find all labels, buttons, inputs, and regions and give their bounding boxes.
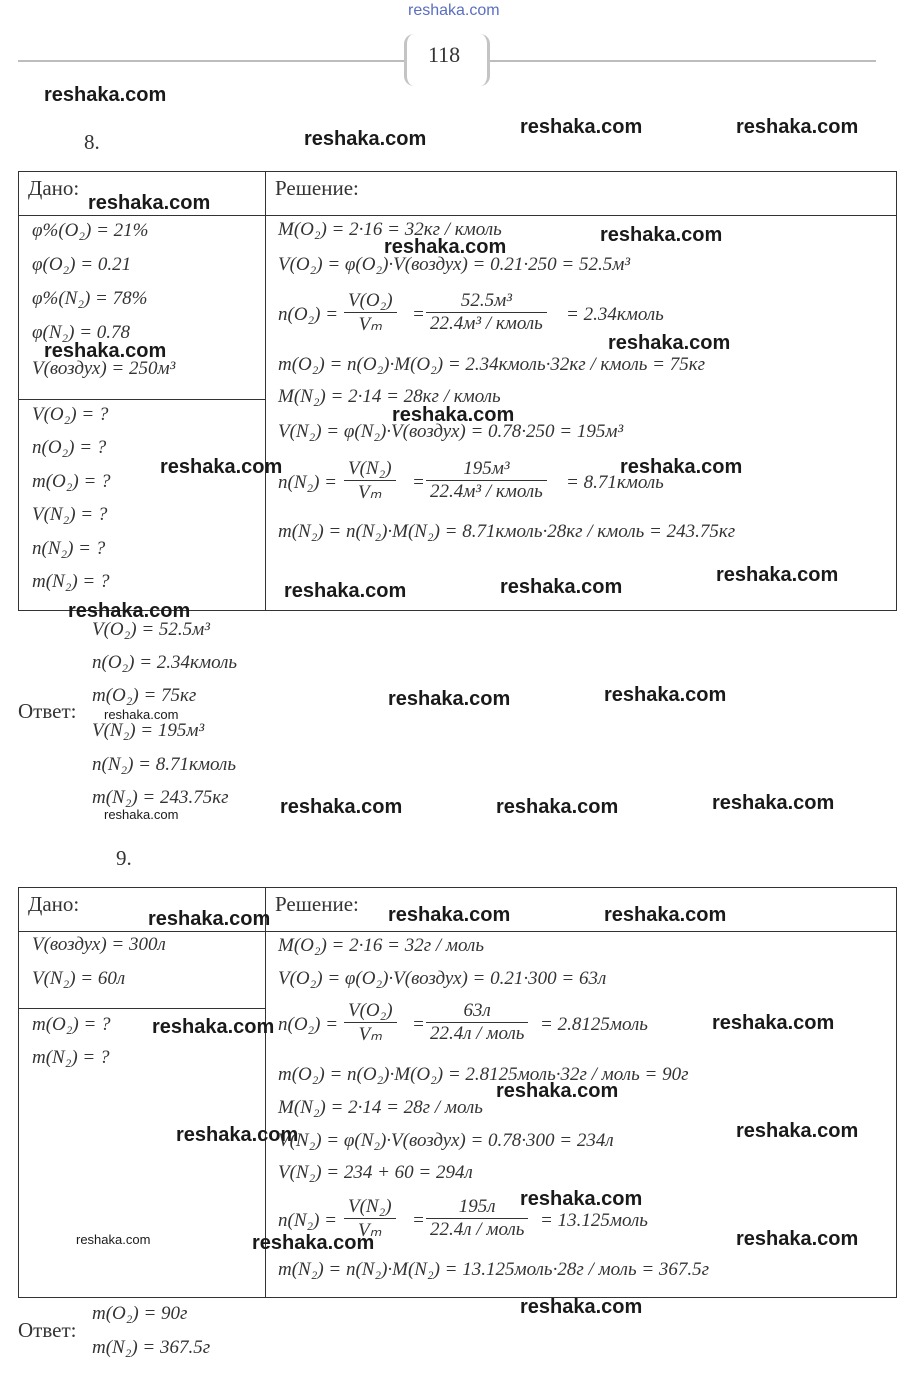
task8-find-item: n(N₂) = ?: [32, 538, 106, 559]
table8-top: [18, 171, 897, 172]
equals-sign: =: [412, 1014, 425, 1035]
table8-left: [18, 171, 19, 611]
watermark: reshaka.com: [388, 688, 511, 710]
table9-given-divider: [18, 1008, 266, 1009]
fraction-denominator: Vₘ: [358, 482, 382, 503]
table9-header-bottom: [18, 931, 897, 932]
watermark: reshaka.com: [736, 116, 859, 138]
watermark: reshaka.com: [604, 904, 727, 926]
watermark: reshaka.com: [604, 684, 727, 706]
task8-solution-line: = 2.34кмоль: [566, 304, 664, 325]
task8-fraction: [344, 458, 396, 504]
task8-solution-line: M(O₂) = 2·16 = 32кг / кмоль: [278, 219, 502, 240]
watermark: reshaka.com: [520, 1296, 643, 1318]
watermark: reshaka.com: [712, 792, 835, 814]
task9-fraction: [426, 1000, 528, 1045]
page-number: 118: [428, 42, 461, 67]
task9-solution-line: n(N₂) =: [278, 1210, 338, 1231]
watermark: reshaka.com: [712, 1012, 835, 1034]
fraction-numerator: V(O₂): [348, 1000, 393, 1021]
task9-answer-label: Ответ:: [18, 1318, 77, 1342]
task8-answer-item: n(N₂) = 8.71кмоль: [92, 754, 236, 775]
table9-bottom: [18, 1297, 897, 1298]
task8-solution-line: = 8.71кмоль: [566, 472, 664, 493]
watermark: reshaka.com: [620, 456, 743, 478]
task9-solution-line: M(N₂) = 2·14 = 28г / моль: [278, 1097, 483, 1118]
task8-answer-item: V(O₂) = 52.5м³: [92, 619, 210, 640]
task8-solution-line: n(O₂) =: [278, 304, 339, 325]
task9-given-label: Дано:: [28, 892, 80, 916]
fraction-numerator: 52.5м³: [460, 290, 512, 311]
watermark-small: reshaka.com: [104, 707, 179, 722]
table8-given-divider: [18, 399, 266, 400]
task8-given-item: φ(O₂) = 0.21: [32, 254, 132, 275]
watermark: reshaka.com: [284, 580, 407, 602]
task8-fraction: [426, 458, 547, 503]
task9-solution-line: V(O₂) = φ(O₂)·V(воздух) = 0.21·300 = 63л: [278, 968, 607, 989]
watermark: reshaka.com: [160, 456, 283, 478]
task9-given-item: V(воздух) = 300л: [32, 934, 166, 955]
watermark: reshaka.com: [44, 84, 167, 106]
task9-find-item: m(N₂) = ?: [32, 1047, 110, 1068]
fraction-numerator: V(N₂): [348, 1196, 392, 1217]
fraction-denominator: Vₘ: [358, 314, 383, 335]
watermark: reshaka.com: [716, 564, 839, 586]
task8-solution-line: n(N₂) =: [278, 472, 338, 493]
task8-solution-label: Решение:: [275, 176, 359, 200]
table9-top: [18, 887, 897, 888]
task9-solution-line: V(N₂) = φ(N₂)·V(воздух) = 0.78·300 = 234л: [278, 1130, 614, 1151]
watermark: reshaka.com: [304, 128, 427, 150]
watermark: reshaka.com: [152, 1016, 275, 1038]
watermark: reshaka.com: [392, 404, 515, 426]
watermark: reshaka.com: [148, 908, 271, 930]
watermark: reshaka.com: [520, 1188, 643, 1210]
table9-right: [896, 887, 897, 1298]
task-9-number: 9.: [116, 846, 132, 870]
fraction-numerator: 195л: [458, 1196, 496, 1217]
task8-solution-line: V(O₂) = φ(O₂)·V(воздух) = 0.21·250 = 52.5м³: [278, 254, 631, 275]
task9-solution-line: V(N₂) = 234 + 60 = 294л: [278, 1162, 473, 1183]
task9-fraction: [426, 1196, 528, 1241]
watermark: reshaka.com: [388, 904, 511, 926]
fraction-denominator: 22.4м³ / кмоль: [430, 481, 543, 502]
task9-solution-line: M(O₂) = 2·16 = 32г / моль: [278, 935, 484, 956]
watermark: reshaka.com: [176, 1124, 299, 1146]
fraction-denominator: 22.4л / моль: [430, 1219, 525, 1240]
fraction-denominator: 22.4м³ / кмоль: [430, 313, 543, 334]
task8-answer-item: m(O₂) = 75кг: [92, 685, 197, 706]
fraction-numerator: 195м³: [463, 458, 510, 479]
task9-find-item: m(O₂) = ?: [32, 1014, 111, 1035]
watermark: reshaka.com: [608, 332, 731, 354]
task9-solution-line: m(N₂) = n(N₂)·M(N₂) = 13.125моль·28г / моль = 367.5г: [278, 1259, 710, 1280]
watermark: reshaka.com: [252, 1232, 375, 1254]
task8-solution-line: m(N₂) = n(N₂)·M(N₂) = 8.71кмоль·28кг / кмоль = 243.75кг: [278, 521, 736, 542]
site-header-link[interactable]: reshaka.com: [408, 2, 500, 19]
task8-given-label: Дано:: [28, 176, 80, 200]
header-rule-left: [18, 60, 404, 62]
watermark: reshaka.com: [384, 236, 507, 258]
equals-sign: =: [412, 304, 425, 325]
task8-solution-line: m(O₂) = n(O₂)·M(O₂) = 2.34кмоль·32кг / кмоль = 75кг: [278, 354, 706, 375]
task8-given-item: φ(N₂) = 0.78: [32, 322, 131, 343]
task8-fraction: [426, 290, 547, 335]
task8-given-item: V(воздух) = 250м³: [32, 358, 176, 379]
task9-answer-item: m(N₂) = 367.5г: [92, 1337, 211, 1358]
watermark: reshaka.com: [736, 1228, 859, 1250]
fraction-numerator: 63л: [463, 1000, 491, 1021]
task-8-number: 8.: [84, 130, 100, 154]
task9-answer-item: m(O₂) = 90г: [92, 1303, 188, 1324]
watermark: reshaka.com: [500, 576, 623, 598]
watermark: reshaka.com: [496, 796, 619, 818]
fraction-denominator: Vₘ: [358, 1024, 383, 1045]
header-rule-right: [488, 60, 876, 62]
fraction-denominator: 22.4л / моль: [430, 1023, 525, 1044]
watermark-small: reshaka.com: [104, 807, 179, 822]
watermark: reshaka.com: [44, 340, 167, 362]
watermark: reshaka.com: [496, 1080, 619, 1102]
fraction-numerator: V(O₂): [348, 290, 393, 311]
fraction-numerator: V(N₂): [348, 458, 392, 479]
task8-given-item: φ%(N₂) = 78%: [32, 288, 148, 309]
task8-answer-item: n(O₂) = 2.34кмоль: [92, 652, 238, 673]
equals-sign: =: [412, 472, 425, 493]
task8-fraction: [344, 290, 397, 336]
task8-given-item: φ%(O₂) = 21%: [32, 220, 149, 241]
watermark: reshaka.com: [88, 192, 211, 214]
watermark: reshaka.com: [600, 224, 723, 246]
task9-solution-line: n(O₂) =: [278, 1014, 339, 1035]
task9-given-item: V(N₂) = 60л: [32, 968, 126, 989]
task8-solution-line: M(N₂) = 2·14 = 28кг / кмоль: [278, 386, 501, 407]
task9-solution-label: Решение:: [275, 892, 359, 916]
task8-find-item: m(O₂) = ?: [32, 471, 111, 492]
task9-solution-line: m(O₂) = n(O₂)·M(O₂) = 2.8125моль·32г / моль = 90г: [278, 1064, 689, 1085]
equals-sign: =: [412, 1210, 425, 1231]
fraction-denominator: Vₘ: [358, 1220, 382, 1241]
table8-right: [896, 171, 897, 611]
task8-answer-item: m(N₂) = 243.75кг: [92, 787, 229, 808]
task8-find-item: m(N₂) = ?: [32, 571, 110, 592]
task8-find-item: V(N₂) = ?: [32, 504, 108, 525]
table9-left: [18, 887, 19, 1298]
watermark: reshaka.com: [736, 1120, 859, 1142]
watermark: reshaka.com: [280, 796, 403, 818]
table8-header-bottom: [18, 215, 897, 216]
task8-answer-item: V(N₂) = 195м³: [92, 720, 205, 741]
task8-find-item: V(O₂) = ?: [32, 404, 109, 425]
table8-mid: [265, 171, 266, 611]
watermark: reshaka.com: [68, 600, 191, 622]
watermark-small: reshaka.com: [76, 1232, 151, 1247]
task9-solution-line: = 2.8125моль: [540, 1014, 648, 1035]
task8-find-item: n(O₂) = ?: [32, 437, 107, 458]
task8-solution-line: V(N₂) = φ(N₂)·V(воздух) = 0.78·250 = 195м³: [278, 421, 624, 442]
watermark: reshaka.com: [520, 116, 643, 138]
task8-answer-label: Ответ:: [18, 699, 77, 723]
task9-fraction: [344, 1000, 397, 1046]
task9-solution-line: = 13.125моль: [540, 1210, 648, 1231]
